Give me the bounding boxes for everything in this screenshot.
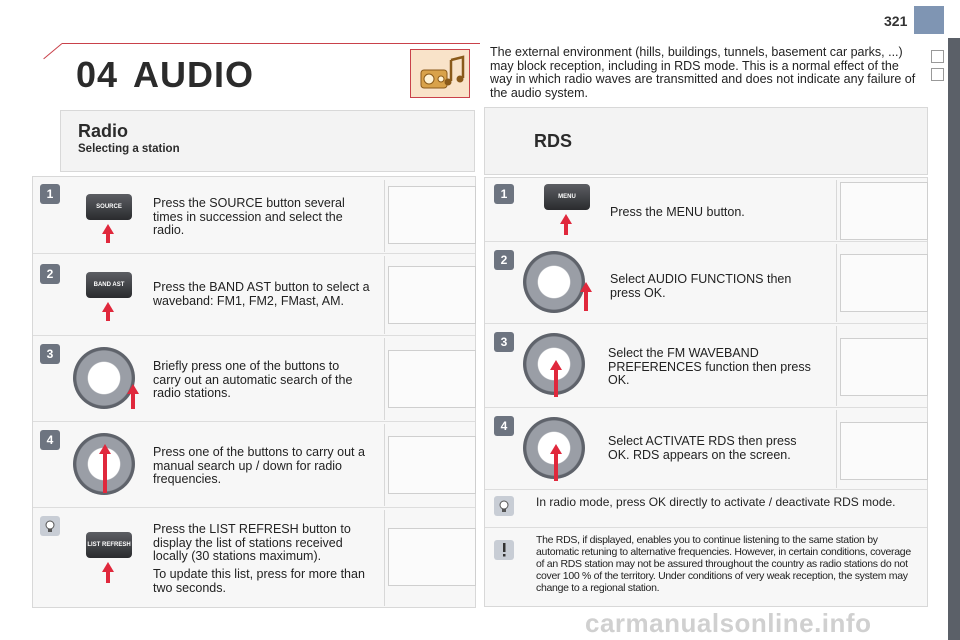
rds-step-3-text: Select the FM WAVEBAND PREFERENCES function then press OK. xyxy=(608,346,811,387)
arrow-stem xyxy=(106,233,110,243)
row-divider xyxy=(485,489,927,490)
page-number: 321 xyxy=(884,13,908,29)
arrow-stem xyxy=(106,311,110,321)
divider xyxy=(836,244,837,322)
checkbox-icon[interactable] xyxy=(931,68,944,81)
radio-unit-image xyxy=(388,436,476,494)
chapter-number: 04 xyxy=(76,54,119,95)
arrow-stem xyxy=(554,453,558,481)
arrow-stem xyxy=(584,291,588,311)
page-tab xyxy=(914,6,944,34)
navigation-dial-icon[interactable] xyxy=(523,251,585,313)
radio-subtitle: Selecting a station xyxy=(78,143,180,155)
row-divider xyxy=(33,253,475,254)
lightbulb-icon xyxy=(494,496,514,516)
radio-unit-image xyxy=(388,266,476,324)
radio-step-4-text: Press one of the buttons to carry out a manual search up / down for radio frequencies. xyxy=(153,445,365,486)
arrow-stem xyxy=(131,393,135,409)
radio-unit-image xyxy=(388,186,476,244)
radio-step-1-text: Press the SOURCE button several times in succession and select the radio. xyxy=(153,196,345,237)
band-ast-button[interactable]: BAND AST xyxy=(86,272,132,298)
header-corner xyxy=(43,43,62,59)
radio-unit-image xyxy=(388,528,476,586)
footer-watermark: carmanualsonline.info xyxy=(585,608,872,638)
checkbox-icon[interactable] xyxy=(931,50,944,63)
row-divider xyxy=(485,323,927,324)
chapter-title: AUDIO xyxy=(133,54,254,95)
arrow-stem xyxy=(106,571,110,583)
step-badge: 4 xyxy=(40,430,60,450)
divider xyxy=(384,338,385,420)
rds-tip-text: In radio mode, press OK directly to activate / deactivate RDS mode. xyxy=(536,495,896,509)
menu-button[interactable]: MENU xyxy=(544,184,590,210)
radio-tip-text-2: To update this list, press for more than two seconds. xyxy=(153,567,365,595)
arrow-stem xyxy=(103,453,107,493)
radio-step-2-text: Press the BAND AST button to select a waveband: FM1, FM2, FMast, AM. xyxy=(153,280,370,308)
radio-unit-image xyxy=(840,422,928,480)
list-refresh-button[interactable]: LIST REFRESH xyxy=(86,532,132,558)
divider xyxy=(836,180,837,240)
header-rule xyxy=(62,43,480,44)
step-badge: 4 xyxy=(494,416,514,436)
divider xyxy=(836,410,837,488)
radio-unit-image xyxy=(840,338,928,396)
divider xyxy=(384,256,385,334)
step-badge: 3 xyxy=(40,344,60,364)
warning-icon xyxy=(494,540,514,560)
divider xyxy=(384,424,385,506)
row-divider xyxy=(33,421,475,422)
step-badge: 1 xyxy=(494,184,514,204)
radio-step-3-text: Briefly press one of the buttons to carry out an automatic search of the radio stations. xyxy=(153,359,353,400)
right-rail xyxy=(948,38,960,640)
step-badge: 3 xyxy=(494,332,514,352)
radio-title: Radio xyxy=(78,121,129,141)
intro-text: The external environment (hills, buildings, tunnels, basement car parks, ...) may block reception, including in RDS mode. This is a normal effect of the way in which radio waves are transmitted and does not indicate any failure of the audio system. xyxy=(490,45,916,100)
radio-tip-text: Press the LIST REFRESH button to display the list of stations received locally (30 stations maximum). xyxy=(153,522,351,563)
audio-icon xyxy=(410,49,470,98)
row-divider xyxy=(485,407,927,408)
divider xyxy=(384,180,385,252)
radio-unit-image xyxy=(840,182,928,240)
step-badge: 1 xyxy=(40,184,60,204)
divider xyxy=(836,326,837,406)
arrow-stem xyxy=(564,223,568,235)
divider xyxy=(384,510,385,606)
radio-unit-image xyxy=(388,350,476,408)
rds-step-4-text: Select ACTIVATE RDS then press OK. RDS appears on the screen. xyxy=(608,434,797,462)
navigation-dial-icon[interactable] xyxy=(73,347,135,409)
rds-title: RDS xyxy=(534,131,573,151)
row-divider xyxy=(485,527,927,528)
radio-unit-image xyxy=(840,254,928,312)
lightbulb-icon xyxy=(40,516,60,536)
row-divider xyxy=(33,335,475,336)
step-badge: 2 xyxy=(494,250,514,270)
arrow-stem xyxy=(554,369,558,397)
step-badge: 2 xyxy=(40,264,60,284)
source-button[interactable]: SOURCE xyxy=(86,194,132,220)
row-divider xyxy=(33,507,475,508)
row-divider xyxy=(485,241,927,242)
rds-step-2-text: Select AUDIO FUNCTIONS then press OK. xyxy=(610,272,792,300)
rds-warning-text: The RDS, if displayed, enables you to continue listening to the same station by automatic retuning to alternative frequencies. However, in certain conditions, coverage of an RDS station may not be assured throughout the country as radio stations do not cover 100 % of the territory. Under conditions of very weak reception, the system may change to a regional station. xyxy=(536,534,911,594)
rds-step-1-text: Press the MENU button. xyxy=(610,205,745,219)
